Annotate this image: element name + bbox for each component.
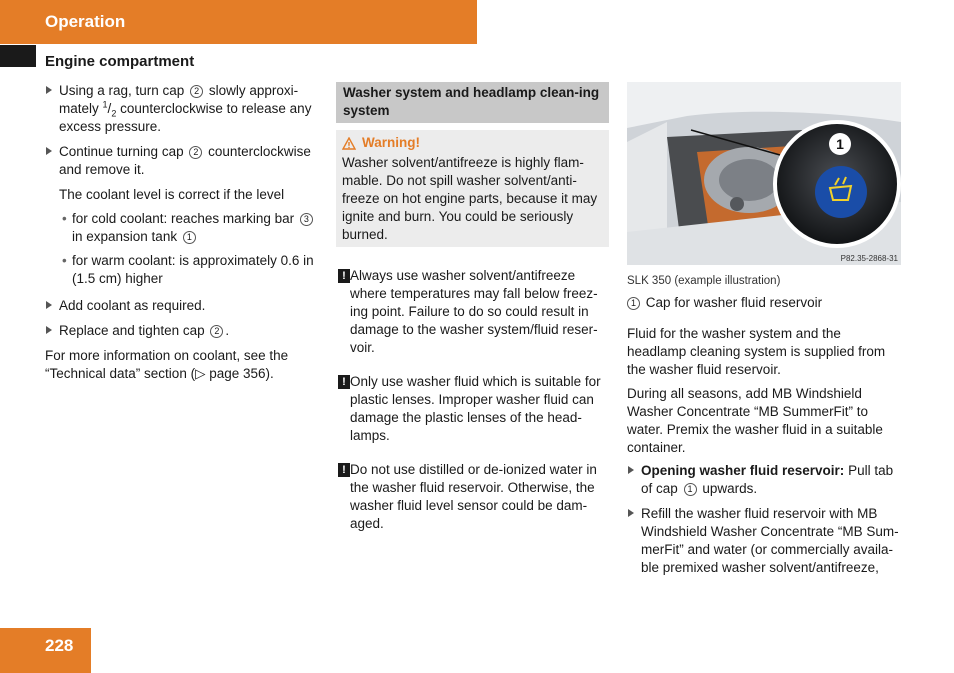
note-item: ! Only use washer fluid which is suitable for plastic lenses. Improper washer fluid can damage the plastic lenses of the head-lamps. xyxy=(336,373,609,445)
callout-number: 1 xyxy=(627,297,640,310)
cross-reference: For more information on coolant, see the “Technical data” section (▷ page 356). xyxy=(45,348,289,381)
section-marker xyxy=(0,45,36,67)
step-arrow-icon xyxy=(46,147,52,155)
chapter-title: Operation xyxy=(45,12,126,31)
step-arrow-icon xyxy=(628,509,634,517)
step-arrow-icon xyxy=(46,301,52,309)
subsection-title: Washer system and headlamp clean-ing system xyxy=(336,82,609,123)
warning-box xyxy=(336,130,609,247)
step-arrow-icon xyxy=(628,466,634,474)
note-item: ! Always use washer solvent/antifreeze where temperatures may fall below freez-ing point. Failure to do so could result in damage to the washer system/fluid reser-voir. xyxy=(336,267,609,357)
paragraph: Fluid for the washer system and the headlamp cleaning system is supplied from the washer fluid reservoir. xyxy=(627,326,886,377)
notice-icon: ! xyxy=(338,269,350,283)
instruction-step: Continue turning cap 2 counterclockwise and remove it. xyxy=(45,143,321,179)
callout-number: 1 xyxy=(183,231,196,244)
column-washer-system xyxy=(336,82,609,533)
instruction-step: Refill the washer fluid reservoir with MB Windshield Washer Concentrate “MB Sum-merFit” and water (or commercially availa-ble premixed washer solvent/antifreeze, xyxy=(627,505,903,577)
instruction-step: Replace and tighten cap 2 . xyxy=(45,322,321,340)
photo-caption: SLK 350 (example illustration) xyxy=(627,275,781,287)
engine-compartment-illustration xyxy=(627,82,901,265)
engine-photo xyxy=(627,82,901,265)
note-item: ! Do not use distilled or de-ionized water in the washer fluid reservoir. Otherwise, the washer fluid level sensor could be dam-aged. xyxy=(336,461,609,533)
list-item: • for warm coolant: is approximately 0.6 in (1.5 cm) higher xyxy=(62,253,314,286)
warning-title: Warning! xyxy=(362,135,420,150)
warning-triangle-icon xyxy=(342,137,356,150)
callout-number: 1 xyxy=(684,483,697,496)
column-washer-reservoir xyxy=(627,82,903,584)
notice-icon: ! xyxy=(338,463,350,477)
warning-text: Washer solvent/antifreeze is highly flam-mable. Do not spill washer solvent/anti-freeze on hot engine parts, because it may ignite and burn. You could be seriously burned. xyxy=(342,155,598,242)
list-item: • for cold coolant: reaches marking bar 3 in expansion tank 1 xyxy=(45,210,321,246)
callout-number: 2 xyxy=(190,85,203,98)
photo-legend: 1 Cap for washer fluid reservoir xyxy=(627,294,903,312)
instruction-step: Using a rag, turn cap 2 slowly approxi-mately $^1/_2$ counterclockwise to release any excess pressure. xyxy=(45,82,321,136)
header-bar xyxy=(0,0,477,44)
callout-number: 2 xyxy=(210,325,223,338)
page-number: 228 xyxy=(45,636,74,655)
photo-callout-number: 1 xyxy=(836,136,844,152)
paragraph: During all seasons, add MB Windshield Washer Concentrate “MB SummerFit” to water. Premix the washer fluid in a suitable container. xyxy=(627,386,883,455)
coolant-level-intro: The coolant level is correct if the level xyxy=(59,187,285,202)
callout-number: 3 xyxy=(300,213,313,226)
step-arrow-icon xyxy=(46,326,52,334)
instruction-step: Add coolant as required. xyxy=(45,297,321,315)
page-reference-link[interactable]: ▷ xyxy=(195,366,206,381)
column-coolant xyxy=(45,82,321,389)
page-number-box xyxy=(0,628,91,673)
notice-icon: ! xyxy=(338,375,350,389)
photo-code: P82.35-2868-31 xyxy=(840,254,898,263)
callout-number: 2 xyxy=(189,146,202,159)
instruction-step: Opening washer fluid reservoir: Pull tab of cap 1 upwards. xyxy=(627,462,903,498)
step-arrow-icon xyxy=(46,86,52,94)
section-heading: Engine compartment xyxy=(45,53,195,70)
